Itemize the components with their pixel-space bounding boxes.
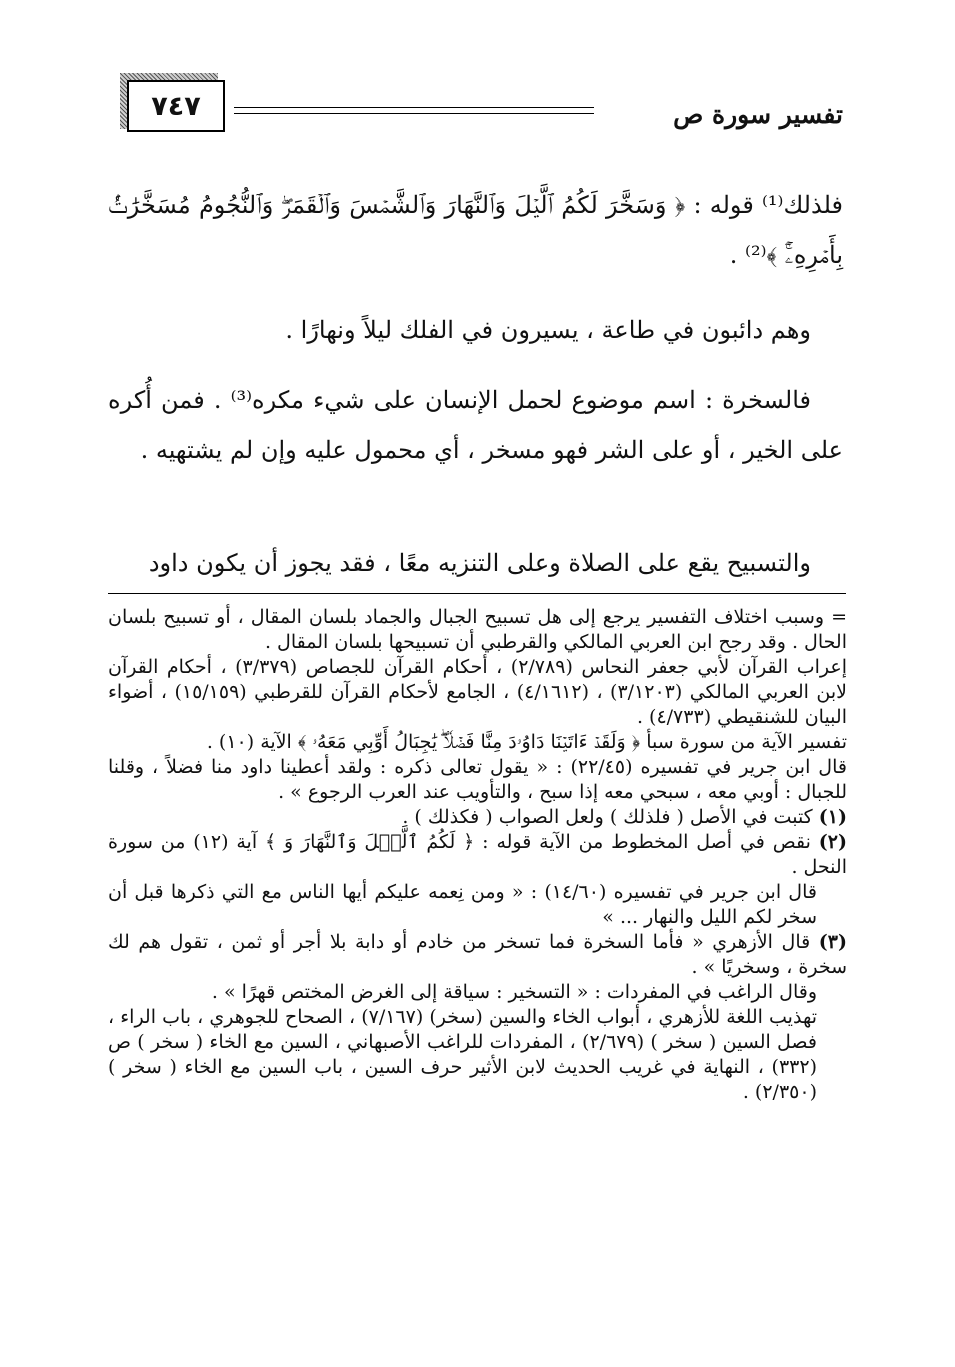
- footnote-separator: [108, 593, 846, 594]
- main-paragraph-1: [108, 180, 843, 280]
- paragraph-text: فالسخرة : اسم موضوع لحمل الإنسان على شيء مكره⁽³⁾ . فمن أُكره على الخير ، أو على الشر فهو مسخر ، أي محمول عليه وإن لم يشتهيه .: [108, 386, 843, 464]
- page-number-box: [127, 80, 225, 132]
- paragraph-text: والتسبيح يقع على الصلاة وعلى التنزيه معًا ، فقد يجوز أن يكون داود: [148, 549, 811, 577]
- paragraph-text: وهم دائبون في طاعة ، يسيرون في الفلك ليلاً ونهارًا .: [285, 316, 811, 344]
- main-paragraph-3: [108, 375, 843, 475]
- page-number: ٧٤٧: [151, 90, 201, 122]
- paragraph-text: فلذلك⁽¹⁾ قوله : ﴿ وَسَخَّرَ لَكُمُ ٱلَّيۡلَ وَٱلنَّهَارَ وَٱلشَّمۡسَ وَٱلۡقَمَرَۖ وَٱلنُّجُومُ مُسَخَّرَٰتُۢ بِأَمۡرِهِۦٓۚ ﴾⁽²⁾ .: [108, 191, 843, 269]
- footnote-continued: إعراب القرآن لأبي جعفر النحاس (٢/٧٨٩) ، أحكام القرآن للجصاص (٣/٣٧٩) ، أحكام القرآن لابن العربي المالكي (٣/١٢٠٣) ، (٤/١٦١٢) ، الجامع لأحكام القرآن للقرطبي (١٥/١٥٩) ، أضواء البيان للشنقيطي (٤/٧٣٣) .: [108, 656, 847, 728]
- footnote-3: (٣) قال الأزهري « فأما السخرة فما تسخر من خادم أو دابة بلا أجر أو ثمن ، تقول هم لك سخرة ، وسخريًا » .: [108, 931, 847, 978]
- main-paragraph-2: [108, 305, 843, 355]
- footnote-2: (٢) نقص في أصل المخطوط من الآية قوله : ﴿ لَكُمُ ٱلَّيۡلَ وَٱلنَّهَارَ وَ ﴾ آية (١٢) من سورة النحل .: [108, 831, 848, 878]
- footnotes: [108, 605, 847, 1105]
- footnote-continued: تفسير الآية من سورة سبأ ﴿ وَلَقَدۡ ءَاتَيۡنَا دَاوُۥدَ مِنَّا فَضۡلٗاۖ يَٰجِبَالُ أَوِّبِي مَعَهُۥ ﴾ الآية (١٠) .: [206, 731, 847, 753]
- footnote-1: (١) كتبت في الأصل ( فلذلك ) ولعل الصواب ( فكذلك ) .: [402, 806, 847, 828]
- footnote-continued: قال ابن جرير في تفسيره (٢٢/٤٥) : « يقول تعالى ذكره : ولقد أعطينا داود منا فضلاً ، وقلنا للجبال : أوبي معه ، سبحي معه إذا سبح ، والتأويب عند العرب الرجوع » .: [108, 756, 847, 803]
- header-rule-top: [234, 107, 594, 108]
- page-header-title: تفسير سورة ص: [673, 100, 843, 129]
- footnote-3-refs: تهذيب اللغة للأزهري ، أبواب الخاء والسين (سخر) (٧/١٦٧) ، الصحاح للجوهري ، باب الراء ، فصل السين ( سخر ) (٢/٦٧٩) ، المفردات للراغب الأصبهاني ، السين مع الخاء ( سخر ) ص (٣٣٢) ، النهاية في غريب الحديث لابن الأثير حرف السين ، باب السين مع الخاء ( سخر ) (٢/٣٥٠) .: [108, 1006, 817, 1103]
- main-paragraph-4: [108, 538, 843, 588]
- header-rule-bottom: [234, 113, 594, 114]
- footnote-2-cont: قال ابن جرير في تفسيره (١٤/٦٠) : « ومن نِعمه عليكم أيها الناس مع التي ذكرها قبل أن سخر لكم الليل والنهار ... »: [108, 881, 817, 928]
- footnote-3-cont: وقال الراغب في المفردات : « التسخير : سياقة إلى الغرض المختص قهرًا » .: [211, 981, 817, 1003]
- footnote-continued: = وسبب اختلاف التفسير يرجع إلى هل تسبيح الجبال والجماد بلسان المقال ، أو تسبيح بلسان الحال . وقد رجح ابن العربي المالكي والقرطبي أن تسبيحها بلسان المقال .: [108, 606, 847, 653]
